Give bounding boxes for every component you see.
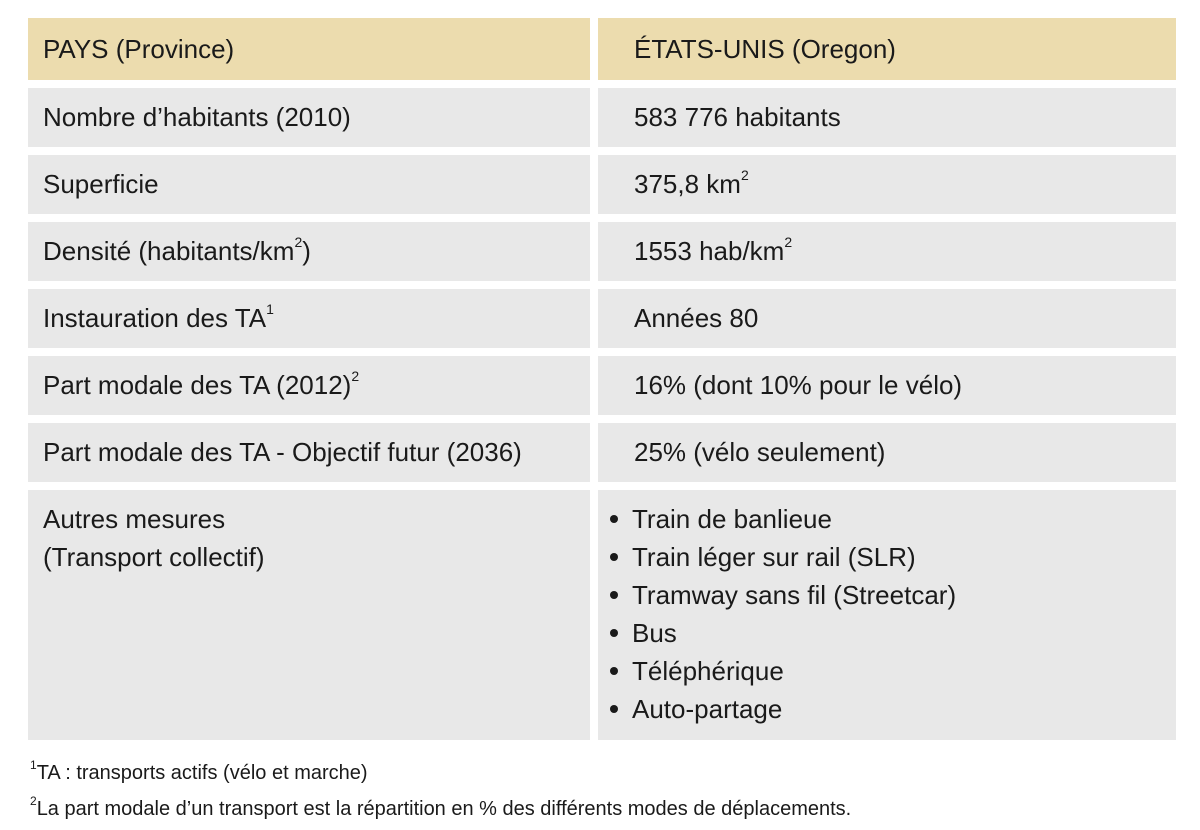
- superscript: 2: [294, 234, 303, 251]
- row-label-suffix: ): [302, 236, 311, 266]
- list-item: [610, 690, 1166, 728]
- row-value: [598, 88, 1176, 147]
- row-value-text: 25% (vélo seulement): [634, 437, 886, 467]
- row-value: [598, 423, 1176, 482]
- row-value-text: 583 776 habitants: [634, 102, 841, 132]
- footnote: [30, 794, 1170, 830]
- table-row-other-measures: [28, 490, 1176, 740]
- bullet-icon: [610, 553, 618, 561]
- table-header-row: [28, 18, 1176, 80]
- row-value: [598, 289, 1176, 348]
- list-item: [610, 652, 1166, 690]
- list-item: [610, 576, 1166, 614]
- row-label-line: (Transport collectif): [43, 542, 265, 572]
- footnote-marker: 1: [30, 758, 37, 773]
- footnotes: [30, 758, 1170, 830]
- row-value: [598, 155, 1176, 214]
- bullet-icon: [610, 515, 618, 523]
- row-value: [598, 222, 1176, 281]
- list-item: [610, 538, 1166, 576]
- row-label-text: Part modale des TA - Objectif futur (2036): [43, 437, 522, 467]
- row-label-text: Nombre d’habitants (2010): [43, 102, 351, 132]
- list-item-text: Train de banlieue: [632, 504, 832, 534]
- table-row: [28, 88, 1176, 147]
- bullet-icon: [610, 591, 618, 599]
- row-label-text: Densité (habitants/km: [43, 236, 295, 266]
- header-value-cell: ÉTATS-UNIS (Oregon): [598, 18, 1176, 80]
- superscript: 2: [784, 234, 793, 251]
- row-value-text: 16% (dont 10% pour le vélo): [634, 370, 963, 400]
- row-label: [28, 155, 590, 214]
- superscript: 2: [740, 167, 749, 184]
- list-item-text: Bus: [632, 618, 677, 648]
- row-label: [28, 88, 590, 147]
- list-item-text: Auto-partage: [632, 694, 783, 724]
- footnote-ref: 1: [266, 301, 274, 318]
- row-value-text: 375,8 km: [634, 169, 741, 199]
- list-item-text: Téléphérique: [632, 656, 784, 686]
- footnote-text: TA : transports actifs (vélo et marche): [36, 762, 368, 784]
- bullet-icon: [610, 705, 618, 713]
- row-label-text: Instauration des TA: [43, 303, 267, 333]
- measures-list: [610, 500, 1166, 728]
- comparison-table: [28, 18, 1176, 748]
- row-label-line: Autres mesures: [43, 504, 226, 534]
- row-value-text: Années 80: [634, 303, 759, 333]
- row-label: [28, 222, 590, 281]
- table-row: [28, 155, 1176, 214]
- row-label: [28, 490, 590, 740]
- row-value: [598, 356, 1176, 415]
- table-row: [28, 423, 1176, 482]
- footnote-ref: 2: [351, 368, 360, 385]
- row-label: [28, 289, 590, 348]
- table-row: [28, 222, 1176, 281]
- list-item: [610, 614, 1166, 652]
- row-value: [598, 490, 1176, 740]
- table-row: [28, 289, 1176, 348]
- header-country-cell: PAYS (Province): [28, 18, 590, 80]
- row-label-text: Superficie: [43, 169, 159, 199]
- list-item: [610, 500, 1166, 538]
- row-label: [28, 423, 590, 482]
- list-item-text: Train léger sur rail (SLR): [632, 542, 916, 572]
- footnote-marker: 2: [30, 794, 37, 809]
- footnote: [30, 758, 1170, 794]
- row-label: [28, 356, 590, 415]
- row-value-text: 1553 hab/km: [634, 236, 785, 266]
- bullet-icon: [610, 629, 618, 637]
- table-row: [28, 356, 1176, 415]
- list-item-text: Tramway sans fil (Streetcar): [632, 580, 957, 610]
- bullet-icon: [610, 667, 618, 675]
- row-label-text: Part modale des TA (2012): [43, 370, 352, 400]
- footnote-text: La part modale d’un transport est la répartition en % des différents modes de déplacements.: [36, 798, 852, 820]
